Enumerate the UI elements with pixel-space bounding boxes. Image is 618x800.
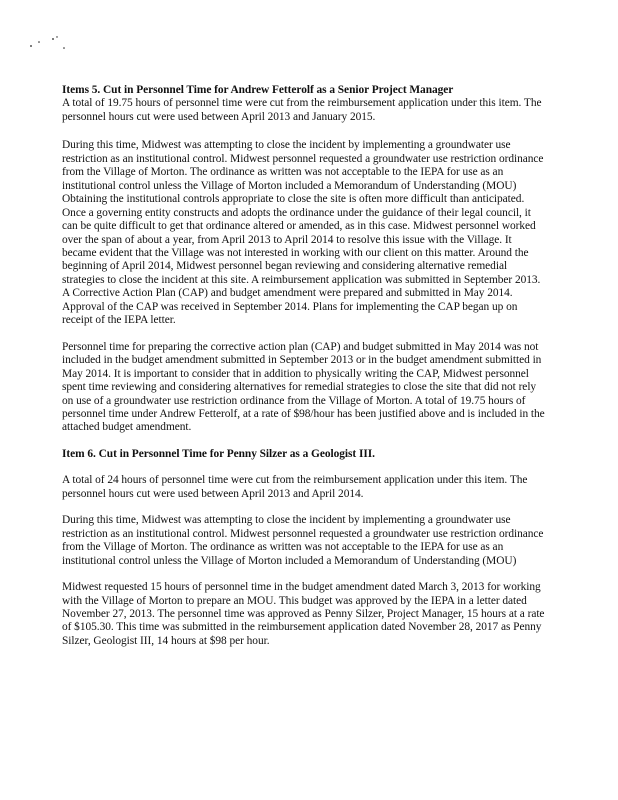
item5-paragraph-3: Personnel time for preparing the corrective action plan (CAP) and budget submitted in May 2014 was not included in the budget amendment submitted in September 2013 or in the budget amendment submitted in May 2014. It is important to consider that in addition to physically writing the CAP, Midwest personnel spent time reviewing and considering alternatives for remedial strategies to close the site that did not rely on use of a groundwater use restriction ordinance from the Village of Morton. A total of 19.75 hours of personnel time under Andrew Fetterolf, at a rate of $98/hour has been justified above and is included in the attached budget amendment. bbox=[62, 340, 545, 434]
scan-speckle-marks bbox=[26, 34, 78, 52]
item6-paragraph-1: A total of 24 hours of personnel time were cut from the reimbursement application under this item. The personnel hours cut were used between April 2013 and April 2014. bbox=[62, 474, 528, 500]
item5-paragraph-2: During this time, Midwest was attempting to close the incident by implementing a groundwater use restriction as an institutional control. Midwest personnel requested a groundwater use restriction ordinance from the Village of Morton. The ordinance as written was not acceptable to the IEPA for use as an institutional control unless the Village of Morton included a Memorandum of Understanding (MOU) Obtaining the institutional controls appropriate to close the site is often more difficult than anticipated. Once a governing entity constructs and adopts the ordinance under the guidance of their legal council, it can be quite difficult to get that ordinance altered or amended, as in this case. Midwest personnel worked over the span of about a year, from April 2013 to April 2014 to resolve this issue with the Village. It became evident that the Village was not interested in working with our client on this matter. Around the beginning of April 2014, Midwest personnel began reviewing and considering alternative remedial strategies to close the incident at this site. A reimbursement application was submitted in September 2013. A Corrective Action Plan (CAP) and budget amendment were prepared and submitted in May 2014. Approval of the CAP was received in September 2014. Plans for implementing the CAP began up on receipt of the IEPA letter. bbox=[62, 139, 544, 327]
item5-heading: Items 5. Cut in Personnel Time for Andrew Fetterolf as a Senior Project Manager bbox=[62, 84, 454, 96]
item6-paragraph-2: During this time, Midwest was attempting to close the incident by implementing a groundwater use restriction as an institutional control. Midwest personnel requested a groundwater use restriction ordinance from the Village of Morton. The ordinance as written was not acceptable to the IEPA for use as an institutional control unless the Village of Morton included a Memorandum of Understanding (MOU) bbox=[62, 514, 544, 567]
document-body bbox=[62, 84, 547, 648]
item5-paragraph-1: A total of 19.75 hours of personnel time were cut from the reimbursement application under this item. The personnel hours cut were used between April 2013 and January 2015. bbox=[62, 97, 542, 123]
item6-heading: Item 6. Cut in Personnel Time for Penny Silzer as a Geologist III. bbox=[62, 447, 375, 460]
item6-paragraph-3: Midwest requested 15 hours of personnel time in the budget amendment dated March 3, 2013 for working with the Village of Morton to prepare an MOU. This budget was approved by the IEPA in a letter dated November 27, 2013. The personnel time was approved as Penny Silzer, Project Manager, 15 hours at a rate of $105.30. This time was submitted in the reimbursement application dated November 28, 2017 as Penny Silzer, Geologist III, 14 hours at $98 per hour. bbox=[62, 581, 545, 647]
